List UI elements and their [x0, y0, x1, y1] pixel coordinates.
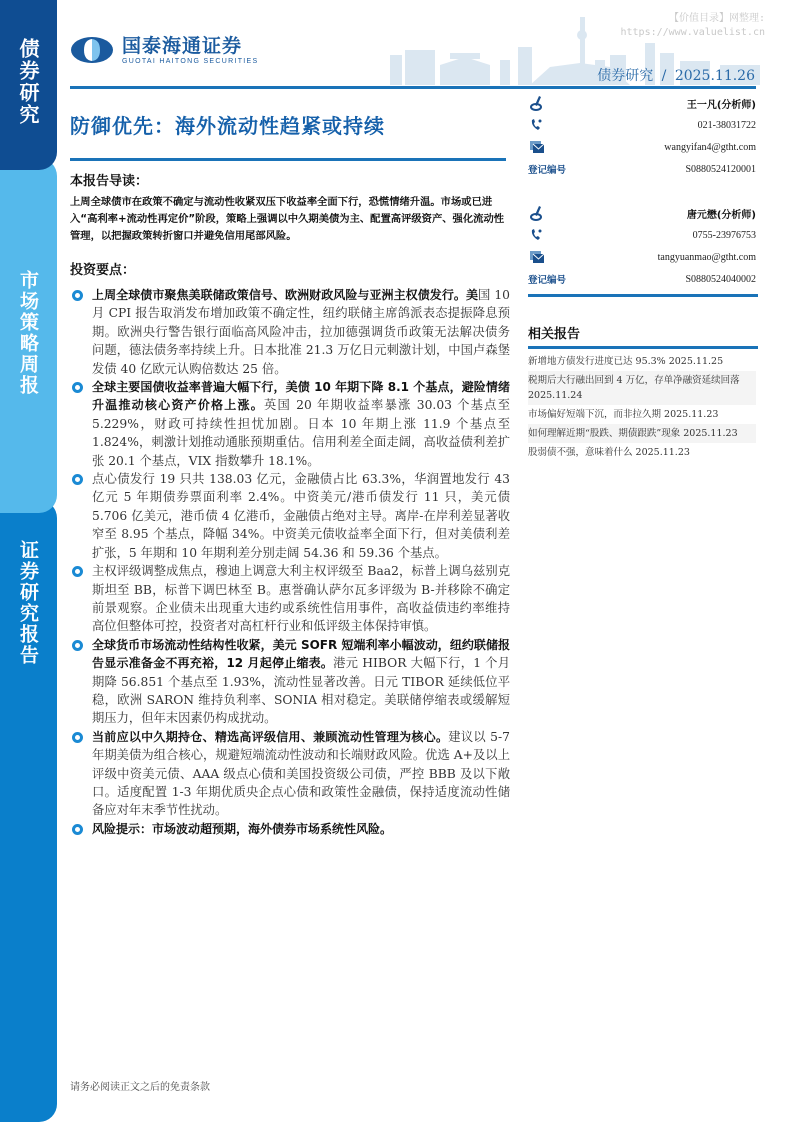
- brand-logo: [70, 35, 258, 65]
- analyst-email-link[interactable]: wangyifan4@gtht.com: [664, 141, 756, 153]
- point-text: 建议以 5-7 年期美债为组合核心，规避短端流动性波动和长端财政风险。优选 A+及以上评级中资美元债、AAA 级点心债和美国投资级公司债，严控 BBB 及以下敞口。适度配置 1-3 年期优质央企点心债和政策性金融债，保持适度流动性储备应对年末季节性扰动。: [92, 729, 510, 818]
- sidebar-tab-bond-research: [0, 0, 57, 170]
- sidebar-tab-label: 市场策略周报: [17, 270, 39, 396]
- ring-bullet-icon: [72, 382, 83, 393]
- analyst-email-link[interactable]: tangyuanmao@gtht.com: [657, 251, 756, 263]
- point-bold: 当前应以中久期持仓、精选高评级信用、兼顾流动性管理为核心。: [92, 729, 449, 744]
- watermark: [621, 12, 766, 40]
- registration-label: 登记编号: [528, 275, 567, 286]
- sidebar-tab-securities-research-report: [0, 500, 57, 1122]
- logo-mark-icon: [70, 36, 114, 64]
- main-content: [70, 170, 510, 838]
- guide-text: 上周全球债市在政策不确定与流动性收紧双压下收益率全面下行，恐慌情绪升温。市场或已进入“高利率+流动性再定价”阶段，策略上强调以中久期美债为主、配置高评级资产、强化流动性管理，以把握政策转折窗口并避免信用尾部风险。: [70, 196, 505, 242]
- guide-heading: 本报告导读：: [70, 174, 149, 189]
- point-bold: 全球主要国债收益率普遍大幅下行，美债 10 年期下降 8.1 个基点，避险情绪升温推动核心资产价格上涨。: [92, 380, 510, 413]
- analyst-phone: 021-38031722: [697, 119, 756, 131]
- email-icon: [528, 251, 546, 263]
- list-item: [70, 378, 510, 470]
- ring-bullet-icon: [72, 566, 83, 577]
- report-title: 防御优先：海外流动性趋紧或持续: [70, 114, 385, 138]
- analyst-phone: 0755-23976753: [692, 229, 756, 241]
- analyst-divider: [528, 294, 758, 297]
- related-report-link[interactable]: 税期后大行融出回到 4 万亿，存单净融资延续回落 2025.11.24: [528, 371, 756, 405]
- point-text: 英国 20 年期收益率暴涨 30.03 个基点至 5.229%，财政可持续性担忧加剧。日本 10 年期上涨 11.9 个基点至 1.824%，刺激计划推动通胀预期重估。信用利差全面走阔，高收益债利差扩张 20.1 个基点，VIX 指数攀升 18.1%。: [92, 398, 510, 468]
- point-text: 主权评级调整成焦点，穆迪上调意大利主权评级至 Baa2，标普上调乌兹别克斯坦至 BB，标普下调巴林至 B。惠誉确认萨尔瓦多评级为 B-并移除不确定前景观察。企业债未出现重大违约或系统性信用事件，高收益债违约率维持高位但整体可控，投资者对高杠杆行业和低评级主体保持审慎。: [92, 564, 510, 634]
- analyst-name: 王一凡(分析师): [686, 99, 756, 111]
- point-bold: 全球货币市场流动性结构性收紧，美元 SOFR 短端利率小幅波动，纽约联储报告显示准备金不再充裕，12 月起停止缩表。: [92, 637, 510, 671]
- ring-bullet-icon: [72, 640, 83, 651]
- point-bold: 风险提示：市场波动超预期，海外债券市场系统性风险。: [92, 821, 393, 836]
- point-text: 点心债发行 19 只共 138.03 亿元，金融债占比 63.3%，华润置地发行 43 亿元 5 年期债券票面利率 2.4%。中资美元/港币债发行 11 只，美元债 5.706 亿美元，港币债 4 亿港币，金融债占绝对主导。离岸-在岸利差显著收窄至 8.95 个基点，降幅 34%。中资美元债收益率全面下行，但对美债利差扩张，5 年期和 10 年期利差分别走阔 54.36 和 59.36 个基点。: [92, 472, 510, 560]
- title-divider: [70, 158, 506, 161]
- point-bold: 上周全球债市聚焦美联储政策信号、欧洲财政风险与亚洲主权债发行。美: [92, 288, 479, 302]
- watermark-line-1: 【价值目录】网整理:: [668, 13, 765, 24]
- ring-bullet-icon: [72, 474, 83, 485]
- analyst-card: [528, 92, 756, 180]
- list-item: [70, 728, 510, 820]
- list-item: [70, 636, 510, 728]
- list-item: [70, 820, 510, 838]
- sidebar-tab-market-strategy-weekly: [0, 158, 57, 513]
- email-icon: [528, 141, 546, 153]
- header-divider: [70, 86, 756, 89]
- related-report-link[interactable]: 市场偏好短端下沉，而非拉久期 2025.11.23: [528, 409, 719, 420]
- related-report-link[interactable]: 如何理解近期“股跌、期债跟跌”现象 2025.11.23: [528, 424, 756, 443]
- related-report-link[interactable]: 股弱债不强，意味着什么 2025.11.23: [528, 447, 690, 458]
- registration-number: S0880524040002: [685, 273, 756, 285]
- brand-name-cn: 国泰海通证券: [122, 35, 243, 57]
- sidebar-tab-label: 债券研究: [16, 38, 40, 126]
- disclaimer-footer: 请务必阅读正文之后的免责条款: [70, 1082, 210, 1093]
- investment-points-list: [70, 286, 510, 838]
- pen-icon: [528, 95, 546, 111]
- phone-icon: [528, 118, 546, 132]
- registration-label: 登记编号: [528, 165, 567, 176]
- points-heading: 投资要点：: [70, 263, 136, 278]
- related-report-link[interactable]: 新增地方债发行进度已达 95.3% 2025.11.25: [528, 356, 724, 367]
- point-text: 国 10 月 CPI 报告取消发布增加政策不确定性，纽约联储主席鸽派表态提振降息预期。欧洲央行警告银行面临高风险冲击，拉加德强调货币政策无法解决债务问题，德法债务率持续上升。日本批准 21.3 万亿日元刺激计划，中国卢森堡发债 40 亿欧元认购倍数达 25 倍。: [92, 288, 510, 376]
- list-item: [70, 286, 510, 378]
- related-reports-list: [528, 352, 756, 462]
- meta-separator: /: [661, 68, 667, 84]
- related-reports-heading: 相关报告: [528, 323, 758, 349]
- related-reports: [528, 323, 756, 462]
- ring-bullet-icon: [72, 824, 83, 835]
- point-text: 港元 HIBOR 大幅下行，1 个月期降 56.851 个基点至 1.93%，流动性显著改善。日元 TIBOR 延续低位平稳，欧洲 SARON 维持负利率、SONIA 相对稳定。美联储停缩表或缓解短期压力，但年末因素仍构成扰动。: [92, 656, 510, 726]
- right-column: [528, 92, 756, 462]
- analyst-card: [528, 202, 756, 290]
- pen-icon: [528, 205, 546, 221]
- sidebar-tab-label: 证券研究报告: [17, 540, 39, 666]
- brand-name-en: GUOTAI HAITONG SECURITIES: [122, 58, 259, 65]
- report-category: 债券研究: [597, 68, 654, 84]
- registration-number: S0880524120001: [685, 163, 756, 175]
- list-item: [70, 470, 510, 562]
- ring-bullet-icon: [72, 732, 83, 743]
- list-item: [70, 562, 510, 636]
- analyst-name: 唐元懋(分析师): [686, 209, 756, 221]
- ring-bullet-icon: [72, 290, 83, 301]
- report-date: 2025.11.26: [674, 68, 755, 84]
- phone-icon: [528, 228, 546, 242]
- watermark-line-2: https://www.valuelist.cn: [620, 27, 765, 38]
- report-meta: [597, 65, 755, 85]
